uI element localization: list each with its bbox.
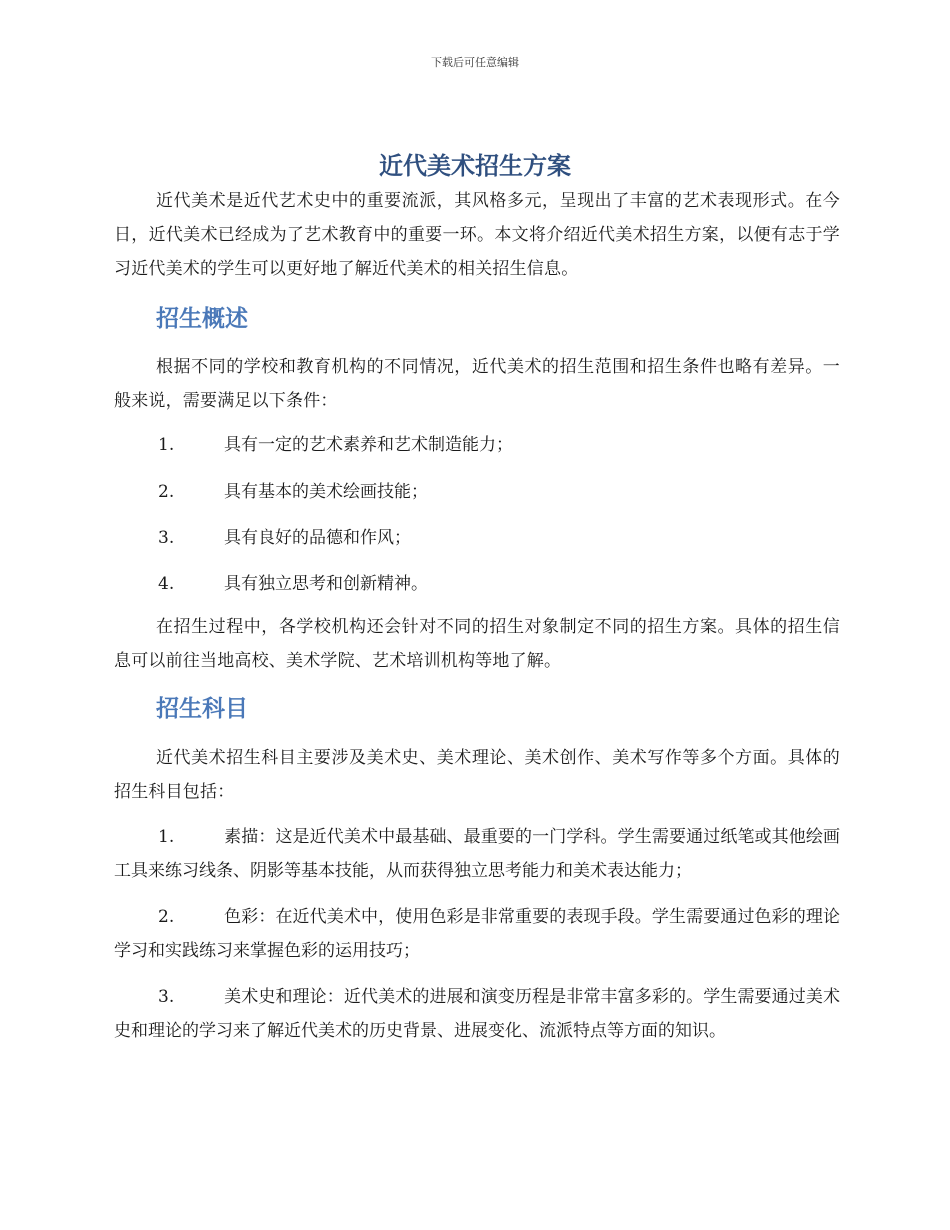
list-item-text: 美术史和理论：近代美术的进展和演变历程是非常丰富多彩的。学生需要通过美术史和理论的学习来了解近代美术的历史背景、进展变化、流派特点等方面的知识。 xyxy=(114,987,840,1041)
list-item-number: 1. xyxy=(158,827,175,847)
list-item-text: 素描：这是近代美术中最基础、最重要的一门学科。学生需要通过纸笔或其他绘画工具来练习线条、阴影等基本技能，从而获得独立思考能力和美术表达能力； xyxy=(114,827,840,881)
list-item xyxy=(114,980,840,1048)
list-item-text: 具有独立思考和创新精神。 xyxy=(224,574,428,594)
list-item-number: 3. xyxy=(158,987,175,1007)
section-heading-subjects: 招生科目 xyxy=(156,696,248,722)
list-item-text: 具有良好的品德和作风； xyxy=(224,528,411,548)
list-item-number: 3. xyxy=(158,528,175,548)
intro-paragraph: 近代美术是近代艺术史中的重要流派，其风格多元，呈现出了丰富的艺术表现形式。在今日，近代美术已经成为了艺术教育中的重要一环。本文将介绍近代美术招生方案，以便有志于学习近代美术的学生可以更好地了解近代美术的相关招生信息。 xyxy=(114,191,840,279)
overview-paragraph-2: 在招生过程中，各学校机构还会针对不同的招生对象制定不同的招生方案。具体的招生信息可以前往当地高校、美术学院、艺术培训机构等地了解。 xyxy=(114,617,840,671)
list-item-number: 2. xyxy=(158,907,175,927)
overview-paragraph-block xyxy=(114,350,840,418)
list-item-text: 具有一定的艺术素养和艺术制造能力； xyxy=(224,435,513,455)
list-item-text: 具有基本的美术绘画技能； xyxy=(224,482,428,502)
list-item xyxy=(114,820,840,888)
list-item-number: 2. xyxy=(158,482,175,502)
document-title: 近代美术招生方案 xyxy=(379,152,571,180)
overview-paragraph: 根据不同的学校和教育机构的不同情况，近代美术的招生范围和招生条件也略有差异。一般来说，需要满足以下条件： xyxy=(114,357,840,411)
list-item xyxy=(114,900,840,968)
overview-paragraph-2-block xyxy=(114,610,840,678)
list-item-number: 4. xyxy=(158,574,175,594)
list-item-number: 1. xyxy=(158,435,175,455)
header-note: 下载后可任意编辑 xyxy=(431,56,519,69)
list-item-text: 色彩：在近代美术中，使用色彩是非常重要的表现手段。学生需要通过色彩的理论学习和实践练习来掌握色彩的运用技巧； xyxy=(114,907,840,961)
subjects-paragraph: 近代美术招生科目主要涉及美术史、美术理论、美术创作、美术写作等多个方面。具体的招生科目包括： xyxy=(114,748,840,802)
section-heading-overview: 招生概述 xyxy=(156,306,248,332)
subjects-paragraph-block xyxy=(114,741,840,809)
intro-block xyxy=(114,184,840,286)
